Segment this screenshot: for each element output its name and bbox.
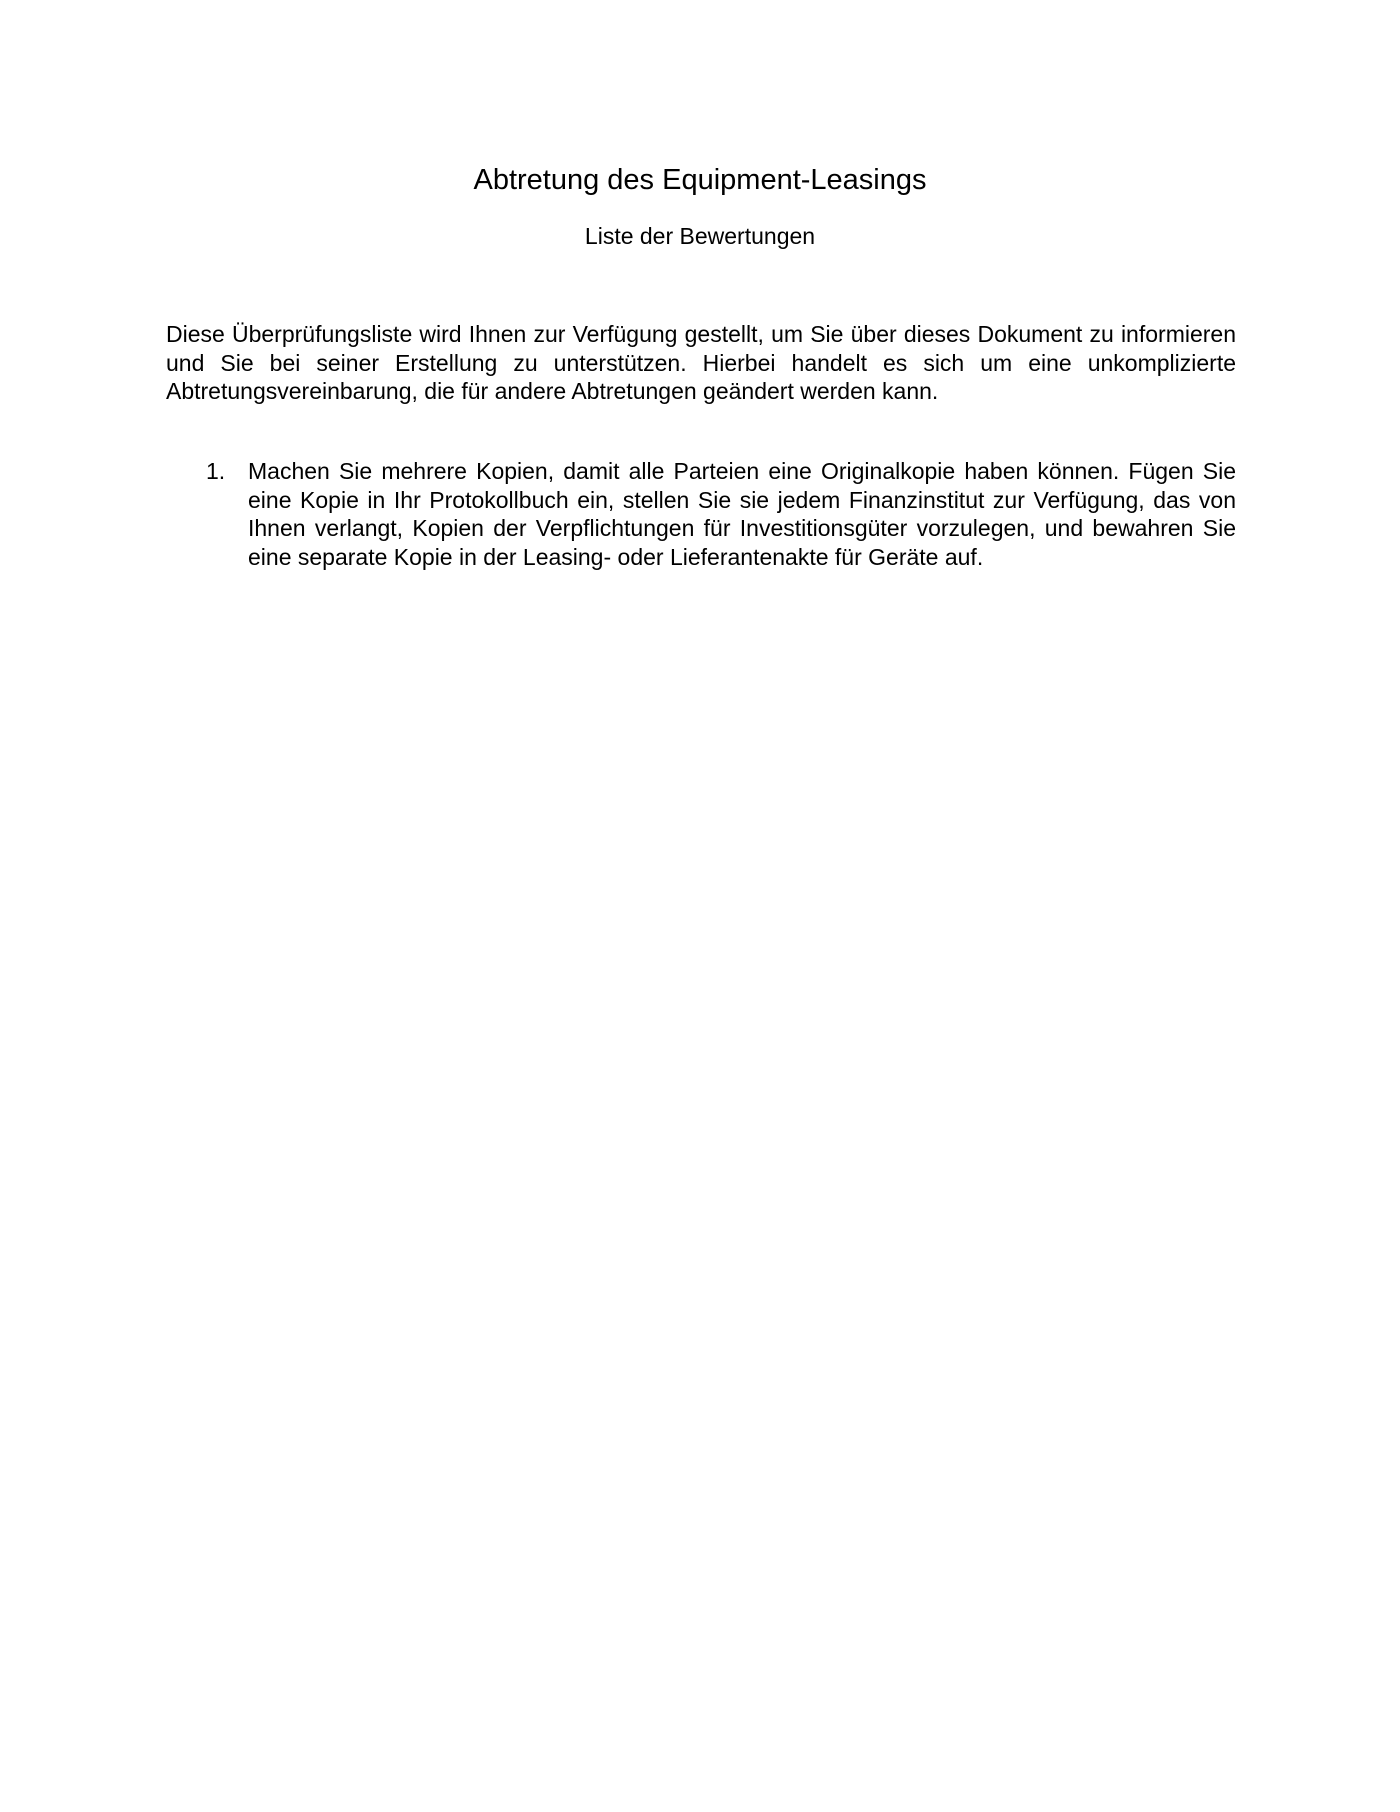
instruction-list bbox=[166, 457, 1236, 571]
list-item-number: 1. bbox=[206, 458, 226, 484]
page-subtitle: Liste der Bewertungen bbox=[584, 223, 816, 249]
list-item-text: Machen Sie mehrere Kopien, damit alle Parteien eine Originalkopie haben können. Fügen Sie eine Kopie in Ihr Protokollbuch ein, stellen Sie sie jedem Finanzinstitut zur Verfügung, das von Ihnen verlangt, Kopien der Verpflichtungen für Investitionsgüter vorzulegen, und bewahren Sie eine separate Kopie in der Leasing- oder Lieferantenakte für Geräte auf. bbox=[248, 458, 1236, 570]
page-title: Abtretung des Equipment-Leasings bbox=[473, 164, 927, 196]
intro-paragraph: Diese Überprüfungsliste wird Ihnen zur Verfügung gestellt, um Sie über dieses Dokument zu informieren und Sie bei seiner Erstellung zu unterstützen. Hierbei handelt es sich um eine unkomplizierte Abtretungsvereinbarung, die für andere Abtretungen geändert werden kann. bbox=[166, 321, 1236, 404]
list-item bbox=[166, 457, 1236, 571]
